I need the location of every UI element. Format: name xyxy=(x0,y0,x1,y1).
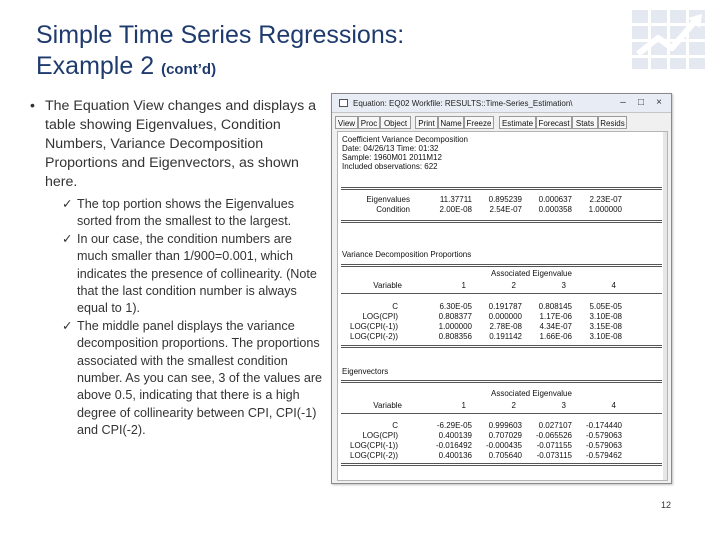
table-cell: 0.191142 xyxy=(489,332,522,341)
col-header: 2 xyxy=(511,401,516,410)
sub-bullet-text: In our case, the condition numbers are much smaller than 1/900=0.001, which indicates the presence of collinearity. (Note that the last condition number is always equal to 1). xyxy=(77,231,317,316)
table-cell: 0.808377 xyxy=(438,312,472,321)
col-header: 3 xyxy=(561,401,566,410)
toolbar-estimate-button[interactable]: Estimate xyxy=(499,116,536,129)
minimize-button[interactable]: – xyxy=(620,97,626,108)
table-cell: 0.808356 xyxy=(438,332,472,341)
toolbar-name-button[interactable]: Name xyxy=(438,116,464,129)
window-toolbar xyxy=(335,116,668,130)
divider xyxy=(341,463,662,466)
row-label: Eigenvalues xyxy=(366,195,410,204)
row-label: LOG(CPI) xyxy=(362,312,398,321)
divider xyxy=(341,345,662,348)
table-cell: 1.000000 xyxy=(438,322,472,331)
chart-logo-icon xyxy=(630,8,710,70)
table-cell: -0.073115 xyxy=(536,451,572,460)
row-label: C xyxy=(392,302,398,311)
toolbar-proc-button[interactable]: Proc xyxy=(358,116,380,129)
window-icon xyxy=(339,99,348,107)
table-cell: -0.579063 xyxy=(585,431,622,440)
vertical-scrollbar[interactable] xyxy=(663,132,667,480)
table-cell: -0.071155 xyxy=(536,441,572,450)
table-cell: 0.707029 xyxy=(488,431,522,440)
slide-title-line2 xyxy=(36,51,404,85)
eigvec-variable-header: Variable xyxy=(373,401,402,410)
sub-bullet xyxy=(62,231,324,318)
output-date: Date: 04/26/13 Time: 01:32 xyxy=(342,144,439,153)
table-cell: -0.016492 xyxy=(435,441,472,450)
table-cell: -6.29E-05 xyxy=(436,421,472,430)
close-button[interactable]: × xyxy=(656,97,662,108)
table-cell: 3.10E-08 xyxy=(589,312,622,321)
table-cell: 0.000358 xyxy=(538,205,572,214)
col-header: 4 xyxy=(611,281,616,290)
table-cell: -0.065526 xyxy=(535,431,572,440)
check-icon: ✓ xyxy=(62,231,73,246)
divider xyxy=(341,220,662,223)
table-cell: 2.00E-08 xyxy=(439,205,472,214)
table-cell: 0.999603 xyxy=(488,421,522,430)
sub-bullet-text: The middle panel displays the variance decomposition proportions. The proportions associated with the smallest condition number. As you can see, 3 of the values are above 0.5, indicating that there is a high degree of collinearity between CPI, CPI(-1) and CPI(-2). xyxy=(77,318,323,438)
slide-title-line1: Simple Time Series Regressions: xyxy=(36,21,405,49)
table-cell: 0.400136 xyxy=(438,451,472,460)
table-cell: 0.400139 xyxy=(438,431,472,440)
row-label: Condition xyxy=(376,205,410,214)
table-cell: 2.23E-07 xyxy=(589,195,622,204)
equation-window[interactable] xyxy=(331,93,672,484)
table-cell: 6.30E-05 xyxy=(439,302,472,311)
sub-bullet xyxy=(62,318,324,440)
col-header: 4 xyxy=(611,401,616,410)
toolbar-stats-button[interactable]: Stats xyxy=(572,116,598,129)
table-cell: 0.808145 xyxy=(538,302,572,311)
row-label: LOG(CPI) xyxy=(362,431,398,440)
toolbar-view-button[interactable]: View xyxy=(335,116,358,129)
table-cell: 3.10E-08 xyxy=(589,332,622,341)
col-header: 1 xyxy=(461,401,466,410)
page-number: 12 xyxy=(661,500,672,510)
slide-title xyxy=(36,20,404,85)
divider xyxy=(341,264,662,267)
col-header: 3 xyxy=(561,281,566,290)
table-cell: 1.66E-06 xyxy=(539,332,572,341)
eigvec-title: Eigenvectors xyxy=(342,367,389,376)
toolbar-resids-button[interactable]: Resids xyxy=(598,116,627,129)
row-label: LOG(CPI(-1)) xyxy=(350,322,398,331)
table-cell: -0.579063 xyxy=(585,441,622,450)
output-panel[interactable] xyxy=(337,131,668,481)
col-header: 1 xyxy=(461,281,466,290)
row-label: LOG(CPI(-1)) xyxy=(350,441,398,450)
window-titlebar[interactable] xyxy=(332,94,671,113)
check-icon: ✓ xyxy=(62,197,73,211)
divider xyxy=(341,187,662,190)
row-label: LOG(CPI(-2)) xyxy=(350,451,398,460)
table-cell: 5.05E-05 xyxy=(589,302,622,311)
table-cell: 0.027107 xyxy=(538,421,572,430)
table-cell: 2.54E-07 xyxy=(489,205,522,214)
table-cell: 0.705640 xyxy=(488,451,522,460)
row-label: LOG(CPI(-2)) xyxy=(350,332,398,341)
output-sample: Sample: 1960M01 2011M12 xyxy=(342,153,442,162)
table-cell: 1.000000 xyxy=(588,205,622,214)
check-icon: ✓ xyxy=(62,318,73,333)
toolbar-object-button[interactable]: Object xyxy=(380,116,411,129)
vdp-title: Variance Decomposition Proportions xyxy=(342,250,472,259)
table-cell: 11.37711 xyxy=(439,195,472,204)
output-observations: Included observations: 622 xyxy=(342,162,438,171)
table-cell: 0.191787 xyxy=(488,302,522,311)
sub-bullets xyxy=(62,196,324,440)
table-cell: 1.17E-06 xyxy=(539,312,572,321)
toolbar-print-button[interactable]: Print xyxy=(415,116,438,129)
main-bullet-text: The Equation View changes and displays a table showing Eigenvalues, Condition Numbers, Variance Decomposition Proportions and Eigenvectors, as shown here. xyxy=(45,98,317,190)
toolbar-forecast-button[interactable]: Forecast xyxy=(536,116,572,129)
table-cell: -0.000435 xyxy=(485,441,522,450)
table-cell: 0.000637 xyxy=(538,195,572,204)
col-header: 2 xyxy=(511,281,516,290)
table-cell: 0.000000 xyxy=(488,312,522,321)
table-cell: -0.174440 xyxy=(585,421,622,430)
table-cell: 0.895239 xyxy=(488,195,522,204)
bullet-dot: • xyxy=(30,98,35,114)
table-cell: -0.579462 xyxy=(585,451,622,460)
eigvec-assoc-header: Associated Eigenvalue xyxy=(491,389,572,398)
vdp-assoc-header: Associated Eigenvalue xyxy=(491,269,572,278)
sub-bullet-text: The top portion shows the Eigenvalues sorted from the smallest to the largest. xyxy=(77,197,295,229)
divider xyxy=(341,293,662,294)
maximize-button[interactable]: □ xyxy=(637,97,645,108)
slide-title-example: Example 2 xyxy=(36,52,155,80)
row-label: C xyxy=(392,421,398,430)
table-cell: 2.78E-08 xyxy=(489,322,522,331)
divider xyxy=(341,413,662,414)
table-cell: 4.34E-07 xyxy=(539,322,572,331)
vdp-variable-header: Variable xyxy=(373,281,402,290)
slide-title-contd: (cont’d) xyxy=(161,61,217,78)
table-cell: 3.15E-08 xyxy=(589,322,622,331)
divider xyxy=(341,380,662,383)
output-title: Coefficient Variance Decomposition xyxy=(342,135,468,144)
main-bullet xyxy=(30,97,320,192)
toolbar-freeze-button[interactable]: Freeze xyxy=(464,116,494,129)
sub-bullet xyxy=(62,196,324,231)
window-title: Equation: EQ02 Workfile: RESULTS::Time-Series_Estimation\ xyxy=(353,99,573,108)
